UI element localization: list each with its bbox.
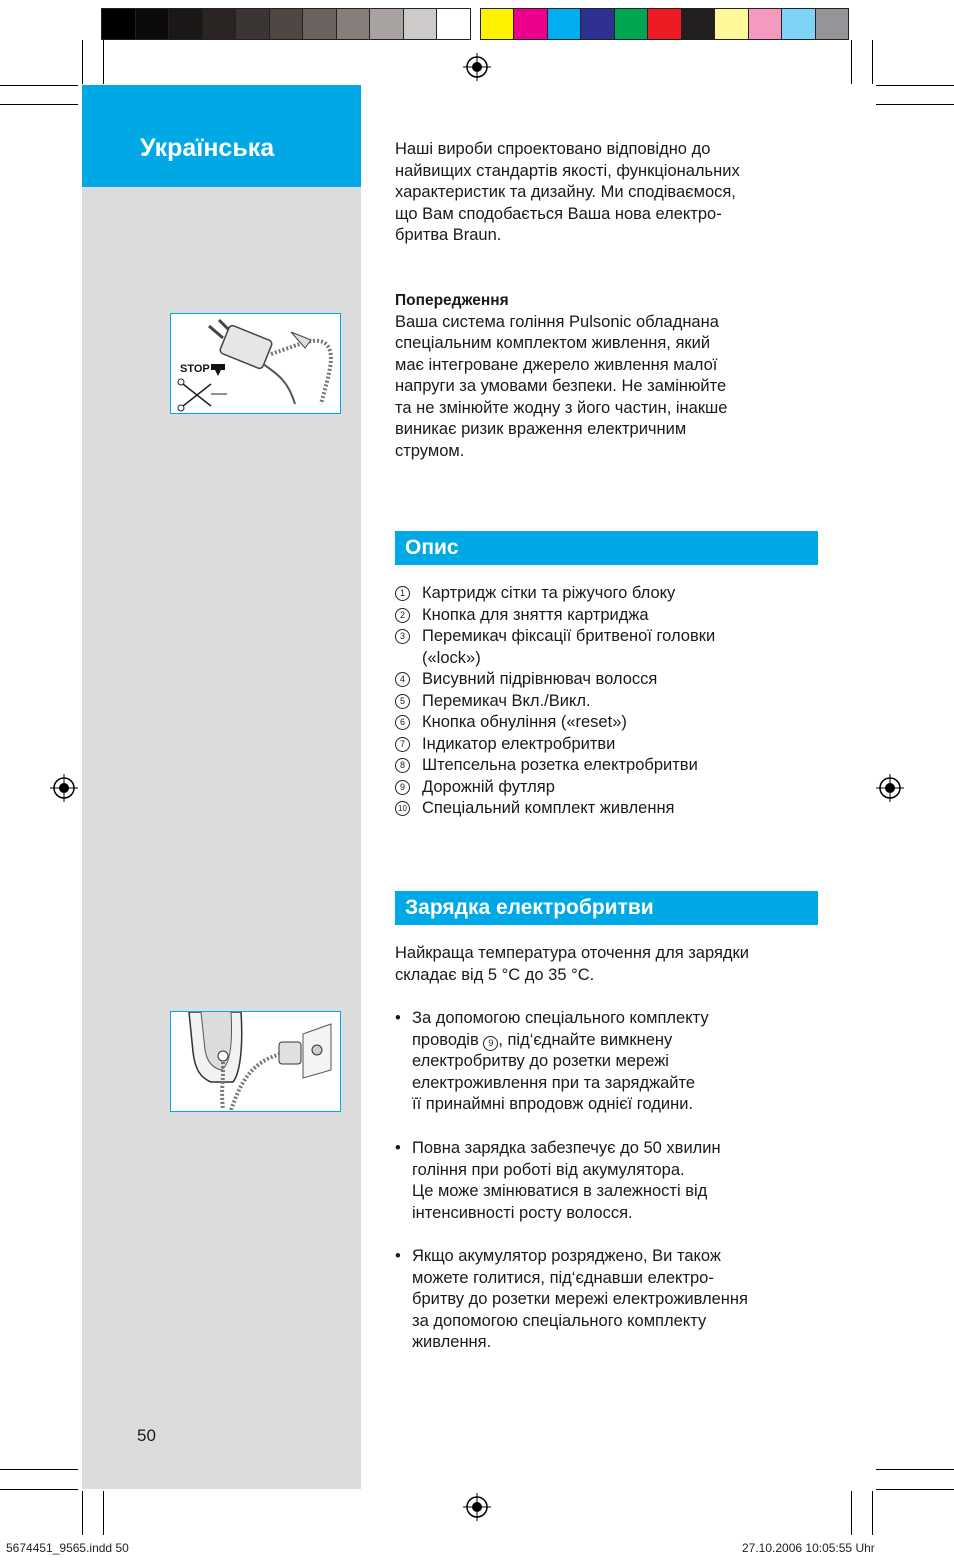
list-item: 9 Дорожній футляр	[395, 777, 715, 799]
crop-mark	[0, 1469, 78, 1470]
charging-heading: Зарядка електробритви	[405, 896, 654, 919]
color-swatch	[269, 8, 304, 40]
crop-mark	[82, 40, 83, 84]
warning-section	[395, 290, 825, 462]
stop-label: STOP	[180, 363, 210, 375]
number-circle-icon: 3	[395, 629, 410, 644]
file-slug: 5674451_9565.indd 50	[6, 1541, 129, 1555]
charging-intro	[395, 943, 825, 986]
text-line: спеціальним комплектом живлення, який	[395, 334, 711, 352]
charging-header	[395, 891, 818, 925]
color-swatch	[647, 8, 682, 40]
color-swatch	[580, 8, 615, 40]
number-circle-icon: 6	[395, 715, 410, 730]
crop-mark	[103, 40, 104, 84]
registration-mark-icon	[463, 1493, 491, 1521]
color-swatch	[336, 8, 371, 40]
page-number: 50	[137, 1426, 156, 1445]
description-header	[395, 531, 818, 565]
crop-mark	[0, 104, 78, 105]
text-line: струмом.	[395, 441, 465, 460]
number-circle-icon: 7	[395, 737, 410, 752]
number-circle-icon: 9	[483, 1036, 498, 1051]
registration-mark-icon	[50, 774, 78, 802]
timestamp-slug: 27.10.2006 10:05:55 Uhr	[742, 1541, 875, 1555]
number-circle-icon: 2	[395, 608, 410, 623]
text-line: бритва Braun.	[395, 226, 502, 244]
crop-mark	[0, 85, 78, 86]
color-swatch	[513, 8, 548, 40]
warning-heading: Попередження	[395, 292, 509, 309]
number-circle-icon: 9	[395, 780, 410, 795]
color-swatch	[480, 8, 515, 40]
number-circle-icon: 5	[395, 694, 410, 709]
power-plug-stop-icon	[171, 314, 339, 412]
text-line: що Вам сподобається Ваша нова електро-	[395, 204, 722, 223]
text-line: напруги за умовами безпеки. Не замінюйте	[395, 377, 727, 395]
color-swatch	[101, 8, 136, 40]
charging-illustration	[170, 1011, 341, 1112]
text-line: має інтегроване джерело живлення малої	[395, 355, 718, 374]
color-swatch	[135, 8, 170, 40]
list-item: 2 Кнопка для зняття картриджа	[395, 605, 715, 627]
number-circle-icon: 10	[395, 801, 410, 816]
text-line: Найкраща температура оточення для зарядки	[395, 944, 749, 962]
color-swatch	[168, 8, 203, 40]
crop-mark	[103, 1491, 104, 1535]
color-swatch	[302, 8, 337, 40]
registration-mark-icon	[463, 53, 491, 81]
color-swatch	[815, 8, 850, 40]
color-swatch	[436, 8, 471, 40]
crop-mark	[872, 40, 873, 84]
charging-bullet: • За допомогою спеціального комплекту проводів 9 , під‘єднайте вимкнену електробритву до розетки мережі електроживлення при та заряджайте її принаймні впродовж однієї години.	[395, 1009, 709, 1113]
list-item: 7 Індикатор електробритви	[395, 734, 715, 756]
crop-mark	[876, 1469, 954, 1470]
bullet-icon: •	[395, 1139, 401, 1157]
shaver-charging-icon	[171, 1012, 339, 1110]
bullet-icon: •	[395, 1009, 401, 1027]
color-swatch	[202, 8, 237, 40]
crop-mark	[872, 1491, 873, 1535]
crop-mark	[876, 104, 954, 105]
list-item: 5 Перемикач Вкл./Викл.	[395, 691, 715, 713]
color-swatch	[614, 8, 649, 40]
color-swatch	[369, 8, 404, 40]
parts-list	[395, 583, 715, 820]
color-swatch	[748, 8, 783, 40]
number-circle-icon: 1	[395, 586, 410, 601]
charging-bullet: • Повна зарядка забезпечує до 50 хвилин гоління при роботі від акумулятора. Це може змінюватися в залежності від інтенсивності росту волосся.	[395, 1139, 721, 1222]
description-heading: Опис	[405, 536, 459, 559]
color-swatch	[781, 8, 816, 40]
text-line: характеристик та дизайну. Ми сподіваємося,	[395, 183, 736, 201]
color-swatch	[714, 8, 749, 40]
list-item: 3 Перемикач фіксації бритвеної головки («lock»)	[395, 626, 715, 669]
crop-mark	[0, 1489, 78, 1490]
text-line: Наші вироби спроектовано відповідно до	[395, 140, 711, 158]
crop-mark	[82, 1491, 83, 1535]
text-line: Ваша система гоління Pulsonic обладнана	[395, 312, 719, 331]
crop-mark	[851, 1491, 852, 1535]
list-item: 8 Штепсельна розетка електробритви	[395, 755, 715, 777]
number-circle-icon: 4	[395, 672, 410, 687]
color-swatch	[547, 8, 582, 40]
charging-bullet: • Якщо акумулятор розряджено, Ви також можете голитися, під‘єднавши електро- бритву до розетки мережі електроживлення за допомогою спеціального комплекту живлення.	[395, 1247, 748, 1351]
crop-mark	[876, 85, 954, 86]
list-item: 1 Картридж сітки та ріжучого блоку	[395, 583, 715, 605]
language-title: Українська	[140, 134, 275, 162]
intro-paragraph	[395, 139, 825, 247]
text-line: та не змінюйте жодну з його частин, інакше	[395, 398, 728, 417]
bullet-icon: •	[395, 1247, 401, 1265]
list-item: 10 Спеціальний комплект живлення	[395, 798, 715, 820]
registration-mark-icon	[876, 774, 904, 802]
text-line: складає від 5 °С до 35 °С.	[395, 965, 595, 984]
color-swatch	[403, 8, 438, 40]
color-swatch	[235, 8, 270, 40]
crop-mark	[876, 1489, 954, 1490]
color-swatch	[681, 8, 716, 40]
crop-mark	[851, 40, 852, 84]
text-line: виникає ризик враження електричним	[395, 420, 687, 438]
sidebar	[82, 85, 361, 1489]
number-circle-icon: 8	[395, 758, 410, 773]
list-item: 6 Кнопка обнуління («reset»)	[395, 712, 715, 734]
warning-illustration	[170, 313, 341, 414]
list-item: 4 Висувний підрівнювач волосся	[395, 669, 715, 691]
text-line: найвищих стандартів якості, функціональних	[395, 161, 740, 180]
